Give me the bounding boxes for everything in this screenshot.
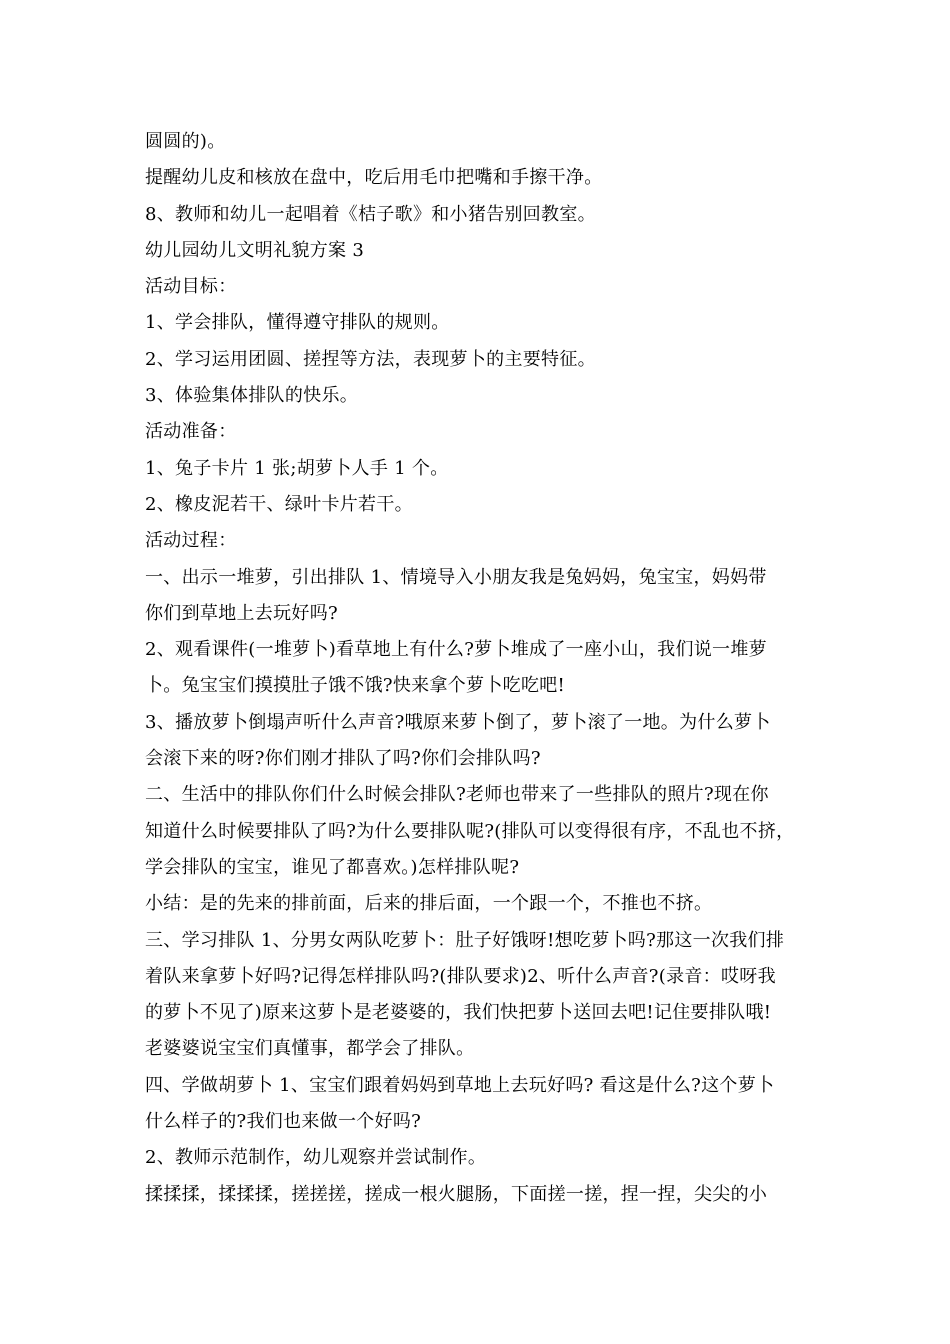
text-line: 小结：是的先来的排前面，后来的排后面，一个跟一个，不推也不挤。 bbox=[145, 893, 713, 915]
text-line: 知道什么时候要排队了吗?为什么要排队呢?(排队可以变得很有序，不乱也不挤， bbox=[145, 820, 795, 842]
text-line: 四、学做胡萝卜 1、宝宝们跟着妈妈到草地上去玩好吗? 看这是什么?这个萝卜 bbox=[145, 1074, 775, 1096]
text-line: 2、观看课件(一堆萝卜)看草地上有什么?萝卜堆成了一座小山，我们说一堆萝 bbox=[145, 639, 767, 661]
text-line: 2、教师示范制作，幼儿观察并尝试制作。 bbox=[145, 1147, 487, 1169]
text-line: 三、学习排队 1、分男女两队吃萝卜：肚子好饿呀!想吃萝卜吗?那这一次我们排 bbox=[145, 929, 785, 951]
text-line: 提醒幼儿皮和核放在盘中，吃后用毛巾把嘴和手擦干净。 bbox=[145, 167, 603, 189]
text-line: 老婆婆说宝宝们真懂事，都学会了排队。 bbox=[145, 1038, 475, 1060]
text-line: 二、生活中的排队你们什么时候会排队?老师也带来了一些排队的照片?现在你 bbox=[145, 784, 769, 806]
text-line: 卜。兔宝宝们摸摸肚子饿不饿?快来拿个萝卜吃吃吧! bbox=[145, 675, 566, 697]
subheading-goals: 活动目标： bbox=[145, 276, 237, 298]
text-line: 2、学习运用团圆、搓捏等方法，表现萝卜的主要特征。 bbox=[145, 348, 596, 370]
subheading-process: 活动过程： bbox=[145, 530, 237, 552]
text-line: 圆圆的)。 bbox=[145, 131, 226, 152]
text-line: 3、体验集体排队的快乐。 bbox=[145, 385, 359, 407]
document-body bbox=[145, 124, 825, 1213]
text-line: 的萝卜不见了)原来这萝卜是老婆婆的，我们快把萝卜送回去吧!记住要排队哦! bbox=[145, 1002, 772, 1024]
subheading-preparation: 活动准备： bbox=[145, 421, 237, 443]
text-line: 你们到草地上去玩好吗? bbox=[145, 602, 338, 624]
text-line: 3、播放萝卜倒塌声听什么声音?哦原来萝卜倒了，萝卜滚了一地。为什么萝卜 bbox=[145, 711, 771, 733]
text-line: 1、兔子卡片 1 张;胡萝卜人手 1 个。 bbox=[145, 457, 449, 479]
text-line: 会滚下来的呀?你们刚才排队了吗?你们会排队吗? bbox=[145, 748, 541, 770]
section-heading: 幼儿园幼儿文明礼貌方案 3 bbox=[145, 239, 365, 261]
text-line: 一、出示一堆萝，引出排队 1、情境导入小朋友我是兔妈妈，兔宝宝，妈妈带 bbox=[145, 566, 767, 588]
text-line: 1、学会排队，懂得遵守排队的规则。 bbox=[145, 312, 450, 334]
text-line: 2、橡皮泥若干、绿叶卡片若干。 bbox=[145, 493, 413, 515]
text-line: 着队来拿萝卜好吗?记得怎样排队吗?(排队要求)2、听什么声音?(录音：哎呀我 bbox=[145, 965, 776, 987]
text-line: 什么样子的?我们也来做一个好吗? bbox=[145, 1111, 422, 1133]
text-line: 学会排队的宝宝，谁见了都喜欢。)怎样排队呢? bbox=[145, 856, 520, 878]
text-line: 揉揉揉，揉揉揉，搓搓搓，搓成一根火腿肠，下面搓一搓，捏一捏，尖尖的小 bbox=[145, 1183, 768, 1205]
text-line: 8、教师和幼儿一起唱着《桔子歌》和小猪告别回教室。 bbox=[145, 203, 596, 225]
